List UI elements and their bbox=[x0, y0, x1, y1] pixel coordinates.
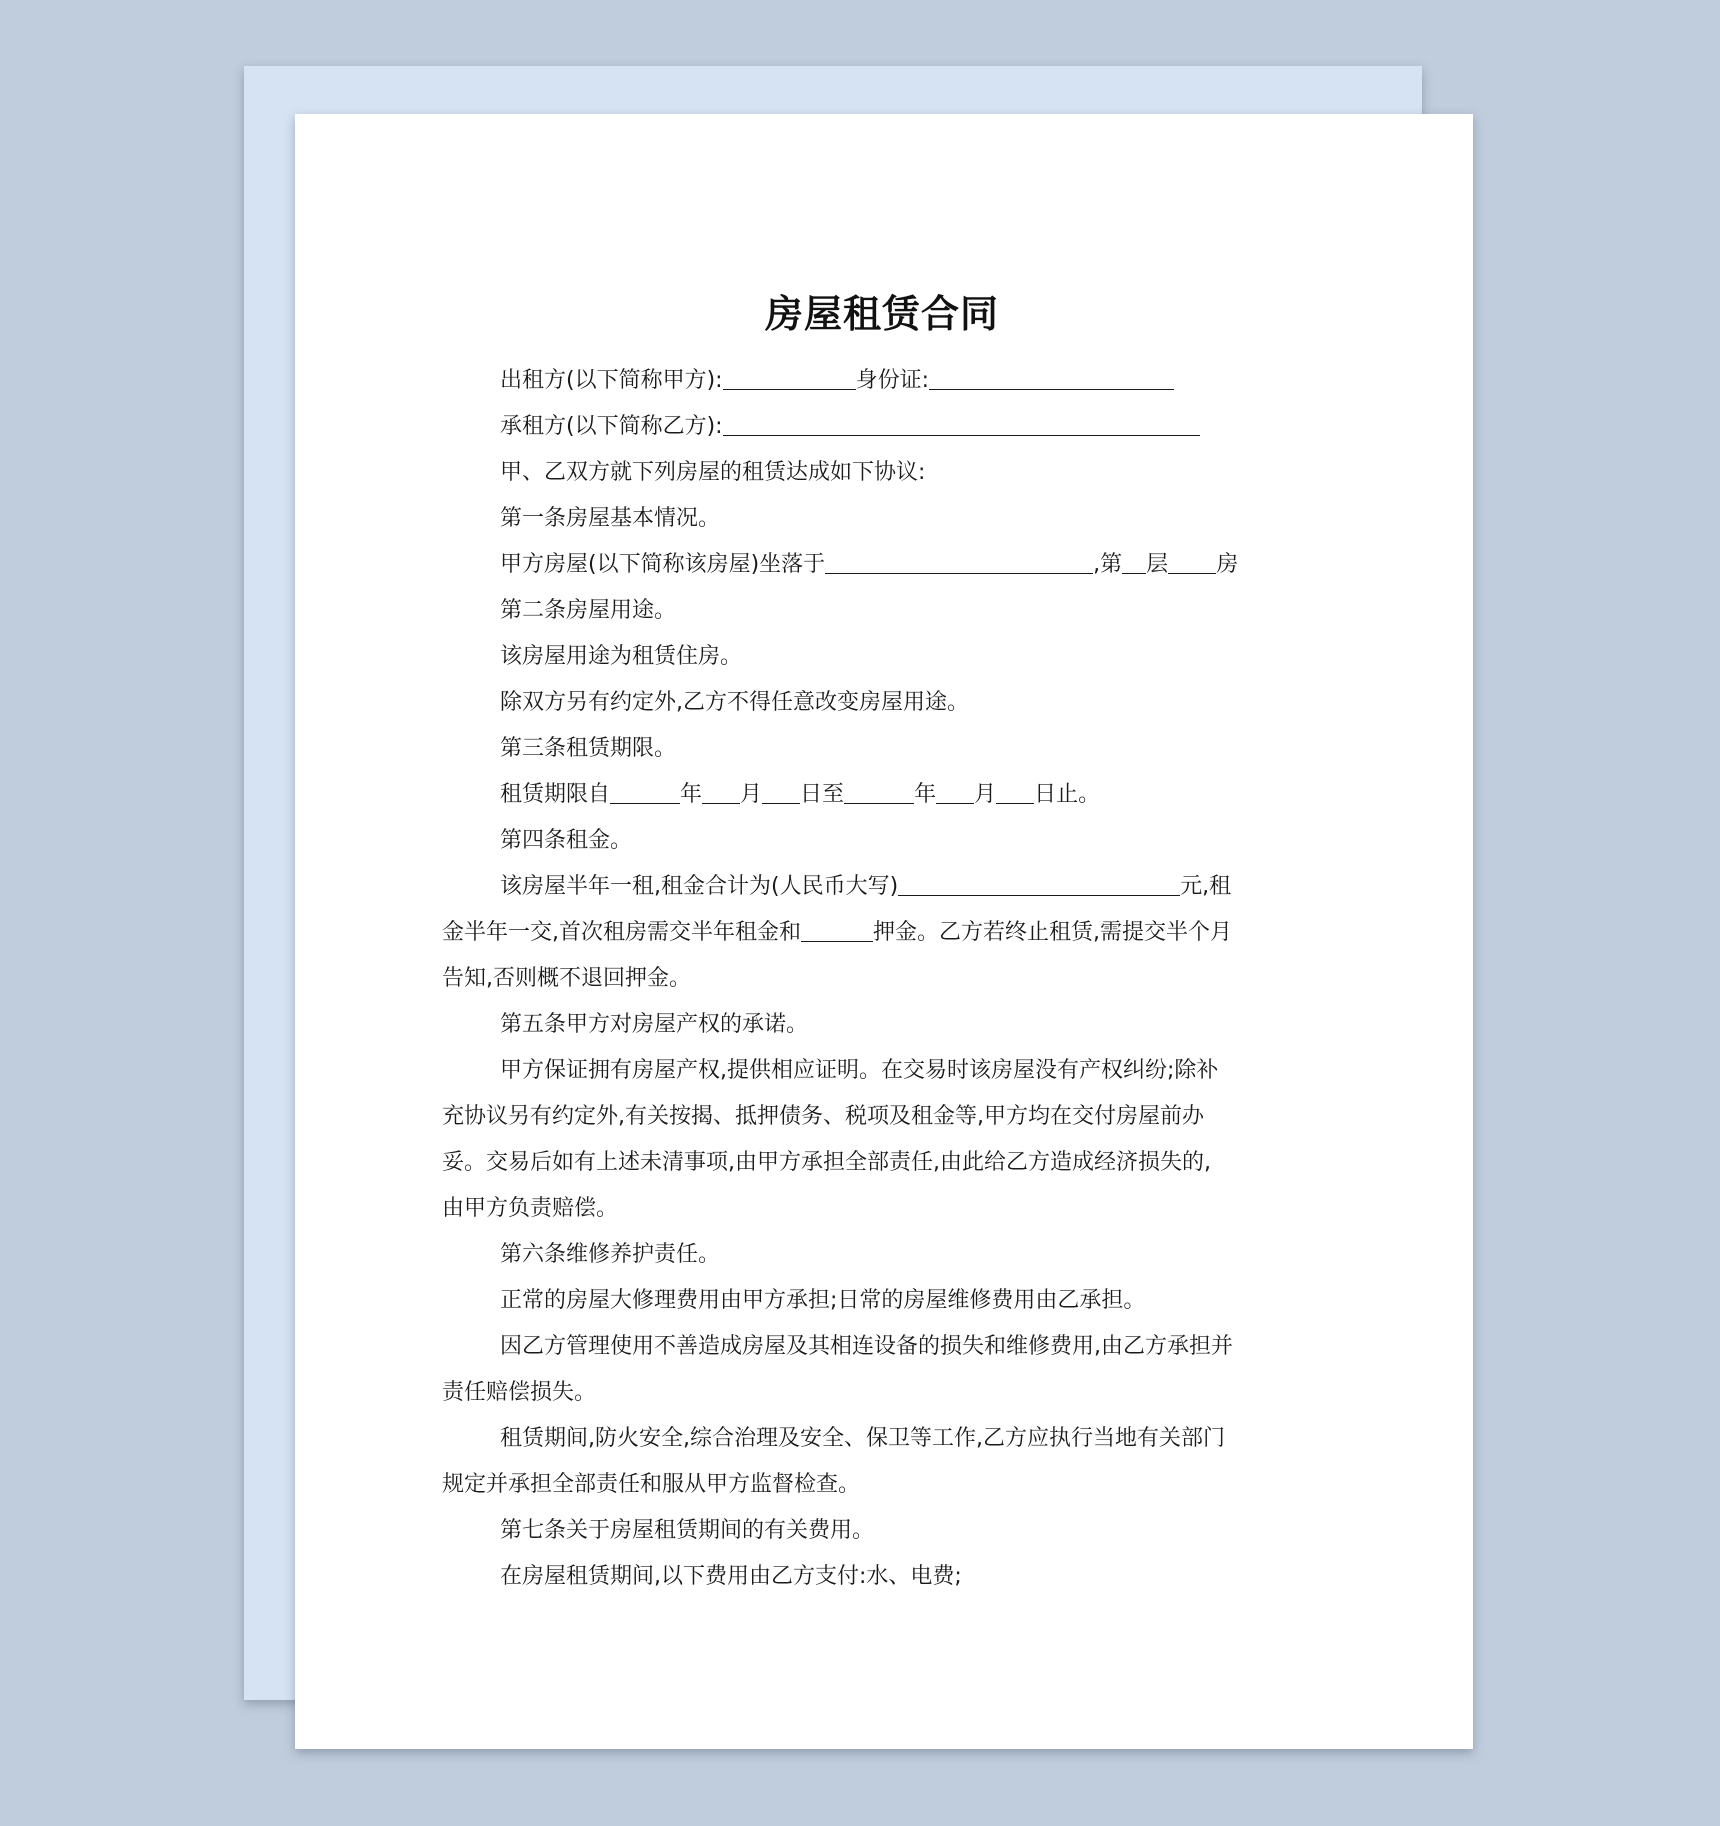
end-month-blank bbox=[936, 777, 974, 804]
rent-amount-blank bbox=[898, 869, 1180, 896]
article-3-heading: 第三条租赁期限。 bbox=[500, 736, 677, 761]
lessor-label: 出租方(以下简称甲方): bbox=[500, 368, 723, 393]
start-month-unit: 月 bbox=[740, 782, 763, 807]
end-year-blank bbox=[844, 777, 914, 804]
id-card-blank bbox=[929, 363, 1174, 390]
rent-amount-suffix: 元,租 bbox=[1180, 874, 1232, 899]
start-day-blank bbox=[762, 777, 800, 804]
article-2-heading: 第二条房屋用途。 bbox=[500, 598, 677, 623]
room-unit: 房 bbox=[1216, 552, 1239, 577]
rent-line-1 bbox=[442, 864, 1322, 910]
lease-term-line bbox=[442, 772, 1322, 818]
article-6-para-3-line-2: 规定并承担全部责任和服从甲方监督检查。 bbox=[442, 1472, 861, 1497]
rent-amount-prefix: 该房屋半年一租,租金合计为(人民币大写) bbox=[500, 874, 899, 899]
floor-blank bbox=[1122, 547, 1146, 574]
start-year-unit: 年 bbox=[680, 782, 703, 807]
article-6-heading: 第六条维修养护责任。 bbox=[500, 1242, 721, 1267]
id-card-label: 身份证: bbox=[855, 368, 930, 393]
lessor-line bbox=[442, 358, 1322, 404]
document-page bbox=[295, 114, 1473, 1749]
rent-line-3: 告知,否则概不退回押金。 bbox=[442, 966, 691, 991]
location-prefix: 甲方房屋(以下简称该房屋)坐落于 bbox=[500, 552, 826, 577]
lessee-line bbox=[442, 404, 1322, 450]
article-5-line-2: 充协议另有约定外,有关按揭、抵押债务、税项及租金等,甲方均在交付房屋前办 bbox=[442, 1104, 1204, 1129]
article-4-heading: 第四条租金。 bbox=[500, 828, 633, 853]
article-6-para-2-line-1: 因乙方管理使用不善造成房屋及其相连设备的损失和维修费用,由乙方承担并 bbox=[500, 1334, 1233, 1359]
article-5-line-3: 妥。交易后如有上述未清事项,由甲方承担全部责任,由此给乙方造成经济损失的, bbox=[442, 1150, 1211, 1175]
agreement-intro: 甲、乙双方就下列房屋的租赁达成如下协议: bbox=[500, 460, 926, 485]
term-prefix: 租赁期限自 bbox=[500, 782, 611, 807]
article-5-line-4: 由甲方负责赔偿。 bbox=[442, 1196, 619, 1221]
deposit-suffix: 押金。乙方若终止租赁,需提交半个月 bbox=[873, 920, 1232, 945]
end-day-blank bbox=[996, 777, 1034, 804]
article-7-heading: 第七条关于房屋租赁期间的有关费用。 bbox=[500, 1518, 875, 1543]
start-year-blank bbox=[610, 777, 680, 804]
document-body bbox=[442, 282, 1322, 1600]
room-blank bbox=[1168, 547, 1216, 574]
article-6-line-1: 正常的房屋大修理费用由甲方承担;日常的房屋维修费用由乙承担。 bbox=[500, 1288, 1146, 1313]
rent-line-2 bbox=[442, 910, 1322, 956]
article-1-heading: 第一条房屋基本情况。 bbox=[500, 506, 721, 531]
article-2-line-1: 该房屋用途为租赁住房。 bbox=[500, 644, 743, 669]
article-7-line-1: 在房屋租赁期间,以下费用由乙方支付:水、电费; bbox=[500, 1564, 962, 1589]
article-6-para-2-line-2: 责任赔偿损失。 bbox=[442, 1380, 597, 1405]
start-month-blank bbox=[702, 777, 740, 804]
deposit-blank bbox=[801, 915, 873, 942]
article-6-para-3-line-1: 租赁期间,防火安全,综合治理及安全、保卫等工作,乙方应执行当地有关部门 bbox=[500, 1426, 1225, 1451]
deposit-prefix: 金半年一交,首次租房需交半年租金和 bbox=[442, 920, 801, 945]
lessor-name-blank bbox=[723, 363, 856, 390]
property-location-line bbox=[442, 542, 1322, 588]
article-5-heading: 第五条甲方对房屋产权的承诺。 bbox=[500, 1012, 809, 1037]
floor-label: ,第 bbox=[1093, 552, 1123, 577]
end-month-unit: 月 bbox=[974, 782, 997, 807]
day-to-label: 日至 bbox=[800, 782, 845, 807]
location-blank bbox=[825, 547, 1093, 574]
end-year-unit: 年 bbox=[914, 782, 937, 807]
article-2-line-2: 除双方另有约定外,乙方不得任意改变房屋用途。 bbox=[500, 690, 969, 715]
lessee-name-blank bbox=[723, 409, 1200, 436]
article-5-line-1: 甲方保证拥有房屋产权,提供相应证明。在交易时该房屋没有产权纠纷;除补 bbox=[500, 1058, 1219, 1083]
page-title: 房屋租赁合同 bbox=[764, 292, 999, 336]
floor-unit: 层 bbox=[1146, 552, 1169, 577]
day-end-label: 日止。 bbox=[1034, 782, 1101, 807]
lessee-label: 承租方(以下简称乙方): bbox=[500, 414, 723, 439]
